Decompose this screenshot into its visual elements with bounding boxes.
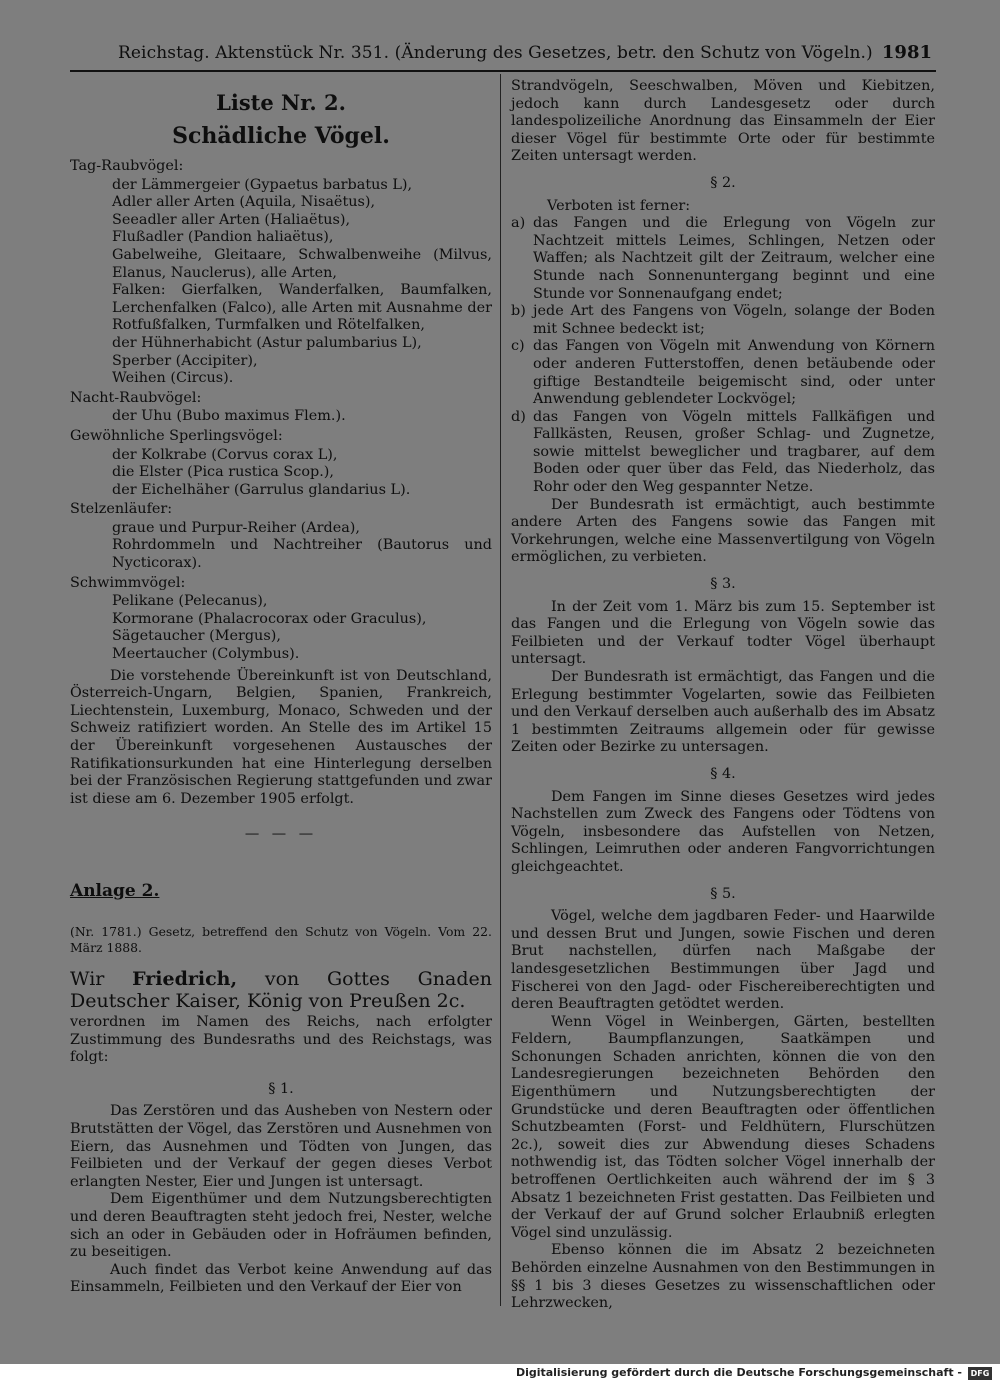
section-2-intro: Verboten ist ferner: xyxy=(547,197,691,214)
section-4-para: Dem Fangen im Sinne dieses Gesetzes wird jedes Nachstellen zum Zweck des Fangens oder Tödtens von Vögeln, insbesondere das Aufstellen von Netzen, Schlingen, Leimruthen oder anderen Fangvorrichtungen gleichgeachtet. xyxy=(511,788,935,875)
footer-text: Digitalisierung gefördert durch die Deutsche Forschungsgemeinschaft - xyxy=(515,1366,962,1379)
section-2-heading: § 2. xyxy=(710,174,736,191)
section-5-para: Ebenso können die im Absatz 2 bezeichneten Behörden einzelne Ausnahmen von den Bestimmungen in §§ 1 bis 3 dieses Gesetzes zu wissenschaftlichen oder Lehrzwecken, xyxy=(511,1242,935,1312)
bird-groups xyxy=(70,158,492,664)
bird-entry: Gabelweihe, Gleitaare, Schwalbenweihe (Milvus, Elanus, Nauclerus), alle Arten, xyxy=(112,246,492,281)
section-1-para: Dem Eigenthümer und dem Nutzungsberechtigten und deren Beauftragten steht jedoch frei, Nester, welche sich an oder in Gebäuden oder in Hofräumen befinden, zu beseitigen. xyxy=(70,1191,492,1261)
section-2-item xyxy=(511,409,935,497)
item-label: a) xyxy=(511,215,526,232)
bird-entry: Sperber (Accipiter), xyxy=(112,352,258,369)
section-2-item xyxy=(511,303,935,338)
bird-category: Schwimmvögel: xyxy=(70,574,186,591)
bird-entry: Adler aller Arten (Aquila, Nisaëtus), xyxy=(112,194,376,211)
emperor-name: Friedrich, xyxy=(132,967,238,990)
column-rule xyxy=(500,74,501,1306)
section-3-para: Der Bundesrath ist ermächtigt, das Fangen und die Erlegung bestimmter Vogelarten, sowie das Feilbieten und den Verkauf derselben auch außerhalb des im Absatz 1 bestimmten Zeitraums allgemein oder für gewisse Zeiten oder Bezirke zu untersagen. xyxy=(511,669,935,756)
bird-entry: die Elster (Pica rustica Scop.), xyxy=(112,464,334,481)
right-column xyxy=(511,78,935,1313)
bird-entry: der Kolkrabe (Corvus corax L), xyxy=(112,446,338,463)
item-label: d) xyxy=(511,408,526,425)
bird-category: Tag-Raubvögel: xyxy=(70,158,184,174)
running-header xyxy=(70,38,932,68)
bird-entry: Seeadler aller Arten (Haliaëtus), xyxy=(112,211,351,228)
item-label: c) xyxy=(511,338,525,355)
enactment-line xyxy=(70,968,492,1012)
header-title: Reichstag. Aktenstück Nr. 351. (Änderung des Gesetzes, betr. den Schutz von Vögeln.) xyxy=(118,43,873,63)
enactment-prefix: Wir xyxy=(70,967,105,990)
bird-entry: Kormorane (Phalacrocorax oder Graculus), xyxy=(112,610,427,627)
enactment-clause: verordnen im Namen des Reichs, nach erfolgter Zustimmung des Bundesraths und des Reichstags, was folgt: xyxy=(70,1013,492,1066)
bird-entry: Sägetaucher (Mergus), xyxy=(112,628,281,645)
section-5-heading: § 5. xyxy=(710,885,736,902)
bird-entry: graue und Purpur-Reiher (Ardea), xyxy=(112,519,360,536)
bird-entry: der Hühnerhabicht (Astur palumbarius L), xyxy=(112,334,422,351)
section-2-closing: Der Bundesrath ist ermächtigt, auch bestimmte andere Arten des Fangens sowie das Fangen mit Vorkehrungen, welche eine Massenvertilgung von Vögeln ermöglichen, zu verbieten. xyxy=(511,496,935,566)
closing-paragraph: Die vorstehende Übereinkunft ist von Deutschland, Österreich-Ungarn, Belgien, Spanien, Frankreich, Liechtenstein, Luxemburg, Monaco, Schweden und der Schweiz ratifiziert worden. An Stelle des im Artikel 15 der Übereinkunft vorgesehenen Austausches der Ratifikationsurkunden hat eine Hinterlegung derselben bei der Französischen Regierung stattgefunden und zwar ist diese am 6. Dezember 1905 erfolgt. xyxy=(70,667,492,807)
section-3-heading: § 3. xyxy=(710,576,736,593)
digitization-footer xyxy=(0,1364,1000,1383)
section-5-para: Wenn Vögel in Weinbergen, Gärten, bestellten Feldern, Baumpflanzungen, Saatkämpen und Schonungen Schaden anrichten, können die von den Landesregierungen bezeichneten Behörden den Eigenthümern und Nutzungsberechtigten der Grundstücke und deren Beauftragten oder öffentlichen Schutzbeamten (Forst- und Feldhütern, Flurschützen 2c.), soweit dies zur Abwendung dieses Schadens nothwendig ist, das Tödten solcher Vögel innerhalb der betroffenen Oertlichkeiten auch während der im § 3 Absatz 1 bezeichneten Frist gestatten. Das Feilbieten und der Verkauf der auf Grund solcher Erlaubniß erlegten Vögel sind unzulässig. xyxy=(511,1013,935,1241)
section-2-item xyxy=(511,338,935,408)
bird-entry: Rohrdommeln und Nachtreiher (Bautorus und Nycticorax). xyxy=(112,537,492,572)
item-label: b) xyxy=(511,303,526,320)
anlage-heading: Anlage 2. xyxy=(70,880,160,901)
bird-entry: Flußadler (Pandion haliaëtus), xyxy=(112,229,334,246)
section-1-para: Das Zerstören und das Ausheben von Nestern oder Brutstätten der Vögel, das Zerstören und Ausnehmen von Eiern, das Ausnehmen und Tödten von Jungen, das Feilbieten und der Verkauf der gegen dieses Verbot erlangten Nester, Eier und Jungen ist untersagt. xyxy=(70,1103,492,1190)
section-3-para: In der Zeit vom 1. März bis zum 15. September ist das Fangen und die Erlegung von Vögeln sowie das Feilbieten und der Verkauf todter Vögel überhaupt untersagt. xyxy=(511,598,935,668)
section-4-heading: § 4. xyxy=(710,765,736,782)
law-heading: (Nr. 1781.) Gesetz, betreffend den Schutz von Vögeln. Vom 22. März 1888. xyxy=(70,923,492,955)
enactment-rest: von Gottes Gnaden Deutscher Kaiser, König von Preußen 2c. xyxy=(70,967,492,1012)
header-rule xyxy=(70,70,936,72)
continuation-paragraph: Strandvögeln, Seeschwalben, Möven und Kiebitzen, jedoch kann durch Landesgesetz oder durch landespolizeiliche Anordnung das Einsammeln der Eier dieser Vögel für bestimmte Orte oder für bestimmte Zeiten untersagt werden. xyxy=(511,78,935,165)
page-number: 1981 xyxy=(881,42,932,63)
bird-entry: Weihen (Circus). xyxy=(112,370,234,387)
dfg-logo: DFG xyxy=(968,1367,992,1380)
item-text: das Fangen von Vögeln mittels Fallkäfigen und Fallkästen, Reusen, großer Schlag- und Zugnetze, sowie mittelst beweglicher und tragbarer, auf dem Boden oder quer über das Feld, das Niederholz, das Rohr oder den Weg gespannter Netze. xyxy=(533,408,935,496)
bird-category: Stelzenläufer: xyxy=(70,501,173,518)
section-1-heading: § 1. xyxy=(268,1080,294,1097)
bird-category: Gewöhnliche Sperlingsvögel: xyxy=(70,427,283,444)
bird-entry: der Eichelhäher (Garrulus glandarius L). xyxy=(112,481,411,498)
section-5-para: Vögel, welche dem jagdbaren Feder- und Haarwilde und dessen Brut und Jungen, sowie Fischen und deren Brut nachstellen, dürfen nach Maßgabe der landesgesetzlichen Bestimmungen über Jagd und Fischerei von den Jagd- oder Fischereiberechtigten und deren Beauftragten getödtet werden. xyxy=(511,908,935,1013)
liste-title: Liste Nr. 2. xyxy=(216,90,346,115)
item-text: das Fangen und die Erlegung von Vögeln zur Nachtzeit mittels Leimes, Schlingen, Netzen oder Waffen; als Nachtzeit gilt der Zeitraum, welcher eine Stunde nach Sonnenuntergang beginnt und eine Stunde vor Sonnenaufgang endet; xyxy=(533,215,935,302)
section-2-item xyxy=(511,215,935,303)
item-text: das Fangen von Vögeln mit Anwendung von Körnern oder anderen Futterstoffen, denen betäubende oder giftige Bestandteile beigemischt sind, oder unter Anwendung geblendeter Lockvögel; xyxy=(533,338,935,408)
bird-entry: Pelikane (Pelecanus), xyxy=(112,593,268,610)
bird-entry: Meertaucher (Colymbus). xyxy=(112,646,300,663)
section-1-para: Auch findet das Verbot keine Anwendung auf das Einsammeln, Feilbieten und den Verkauf der Eier von xyxy=(70,1261,492,1296)
separator: — — — xyxy=(244,826,318,843)
bird-entry: der Lämmergeier (Gypaetus barbatus L), xyxy=(112,176,413,193)
bird-category: Nacht-Raubvögel: xyxy=(70,389,202,406)
section-2-items xyxy=(511,215,935,497)
bird-entry: der Uhu (Bubo maximus Flem.). xyxy=(112,408,346,425)
bird-entry: Falken: Gierfalken, Wanderfalken, Baumfalken, Lerchenfalken (Falco), alle Arten mit Ausnahme der Rotfußfalken, Turmfalken und Rötelfalken, xyxy=(112,282,492,334)
item-text: jede Art des Fangens von Vögeln, solange der Boden mit Schnee bedeckt ist; xyxy=(533,303,935,337)
left-column xyxy=(70,78,492,1297)
liste-subtitle: Schädliche Vögel. xyxy=(172,123,390,149)
